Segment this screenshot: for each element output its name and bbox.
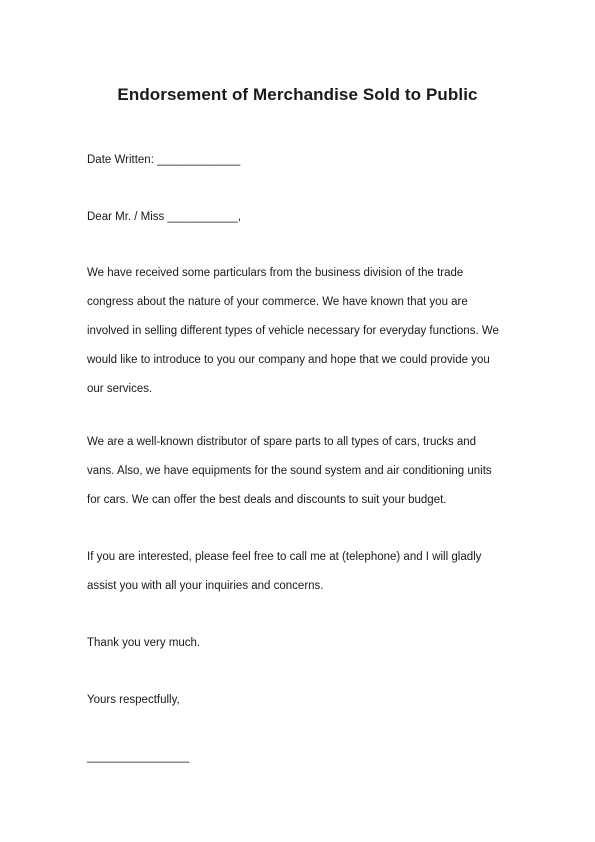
paragraph-line: for cars. We can offer the best deals and discounts to suit your budget. <box>87 494 447 506</box>
paragraph-contact <box>87 550 517 608</box>
paragraph-line: If you are interested, please feel free to call me at (telephone) and I will gladly <box>87 551 482 563</box>
date-written-line: Date Written: _____________ <box>87 154 241 166</box>
signature-line: ________________ <box>87 751 190 763</box>
paragraph-line: involved in selling different types of vehicle necessary for everyday functions. We <box>87 325 499 337</box>
thanks-line: Thank you very much. <box>87 637 201 649</box>
paragraph-line: would like to introduce to you our company and hope that we could provide you <box>87 354 490 366</box>
paragraph-line: vans. Also, we have equipments for the sound system and air conditioning units <box>87 465 492 477</box>
closing-line: Yours respectfully, <box>87 694 180 706</box>
salutation-line: Dear Mr. / Miss ___________, <box>87 211 242 223</box>
paragraph-line: We have received some particulars from the business division of the trade <box>87 267 464 279</box>
paragraph-line: our services. <box>87 383 153 395</box>
letter-title: Endorsement of Merchandise Sold to Public <box>117 85 478 104</box>
paragraph-line: congress about the nature of your commerce. We have known that you are <box>87 296 468 308</box>
paragraph-line: assist you with all your inquiries and concerns. <box>87 580 324 592</box>
paragraph-company <box>87 435 517 522</box>
paragraph-line: We are a well-known distributor of spare parts to all types of cars, trucks and <box>87 436 477 448</box>
paragraph-intro <box>87 266 517 411</box>
